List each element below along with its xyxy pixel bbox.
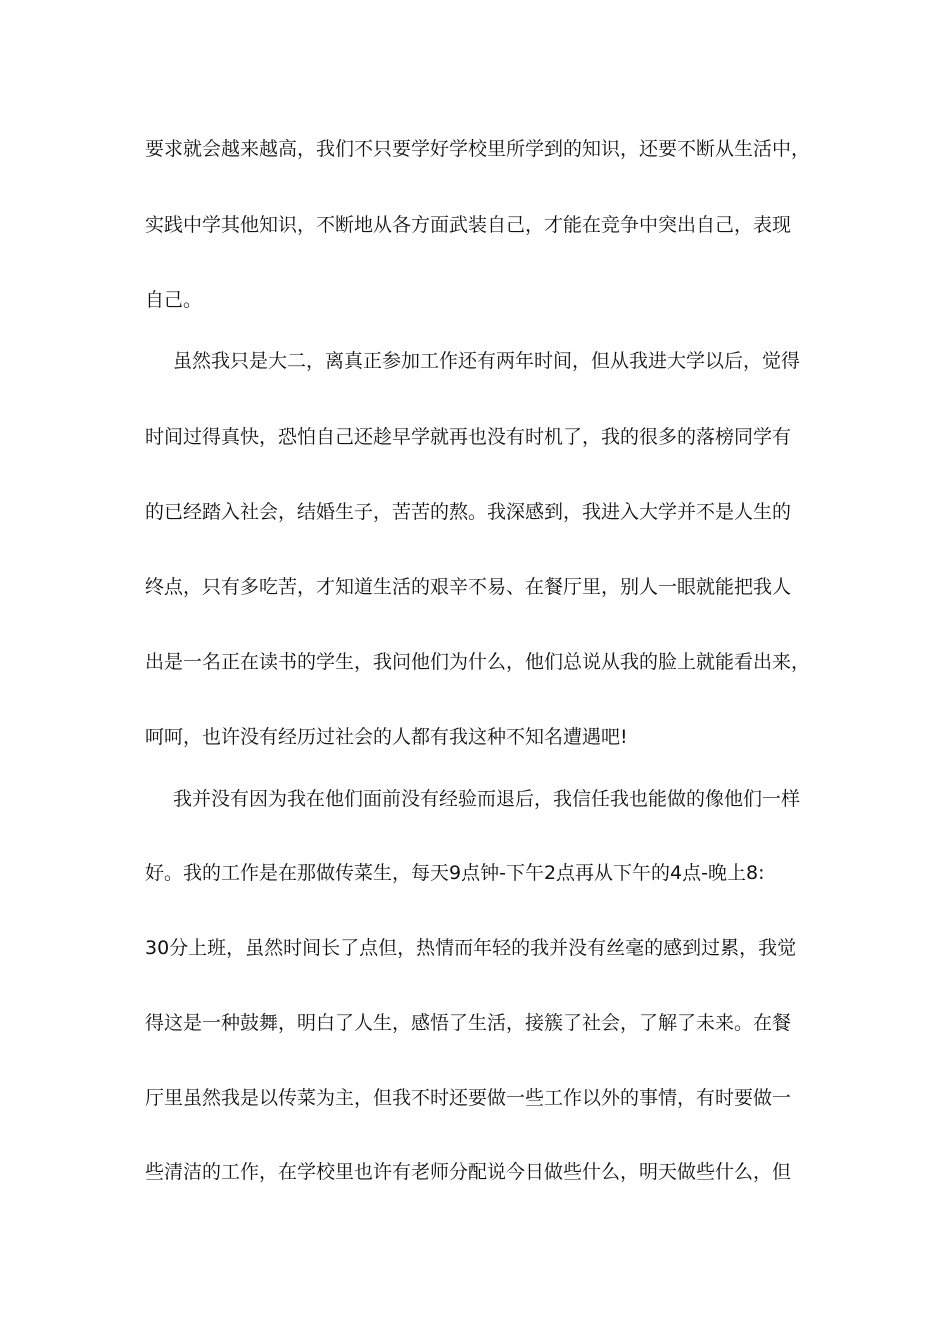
paragraph-first-line: 我并没有因为我在他们面前没有经验而退后，我信任我也能做的像他们一样 — [173, 788, 801, 810]
text-line: 出是一名正在读书的学生，我问他们为什么，他们总说从我的脸上就能看出来， — [145, 651, 810, 673]
text-line: 呵呵，也许没有经历过社会的人都有我这种不知名遭遇吧! — [145, 726, 628, 748]
text-line: 得这是一种鼓舞，明白了人生，感悟了生活，接簇了社会，了解了未来。在餐 — [145, 1012, 792, 1034]
text-line: 终点，只有多吃苦，才知道生活的艰辛不易、在餐厅里，别人一眼就能把我人 — [145, 576, 792, 598]
text-line: 的已经踏入社会，结婚生子，苦苦的熬。我深感到，我进入大学并不是人生的 — [145, 501, 792, 523]
text-line: 实践中学其他知识，不断地从各方面武装自己，才能在竞争中突出自己，表现 — [145, 214, 792, 236]
paragraph-first-line: 虽然我只是大二，离真正参加工作还有两年时间，但从我进大学以后，觉得 — [173, 350, 801, 372]
text-line: 要求就会越来越高，我们不只要学好学校里所学到的知识，还要不断从生活中， — [145, 138, 810, 160]
text-line: 些清洁的工作，在学校里也许有老师分配说今日做些什么，明天做些什么，但 — [145, 1161, 792, 1183]
text-line: 厅里虽然我是以传菜为主，但我不时还要做一些工作以外的事情，有时要做一 — [145, 1087, 792, 1109]
text-line: 好。我的工作是在那做传菜生，每天9点钟-下午2点再从下午的4点-晚上8: — [145, 862, 765, 884]
text-line: 时间过得真快，恐怕自己还趁早学就再也没有时机了，我的很多的落榜同学有 — [145, 426, 792, 448]
text-line: 30分上班，虽然时间长了点但，热情而年轻的我并没有丝毫的感到过累，我觉 — [145, 937, 797, 959]
text-line: 自己。 — [145, 289, 203, 311]
